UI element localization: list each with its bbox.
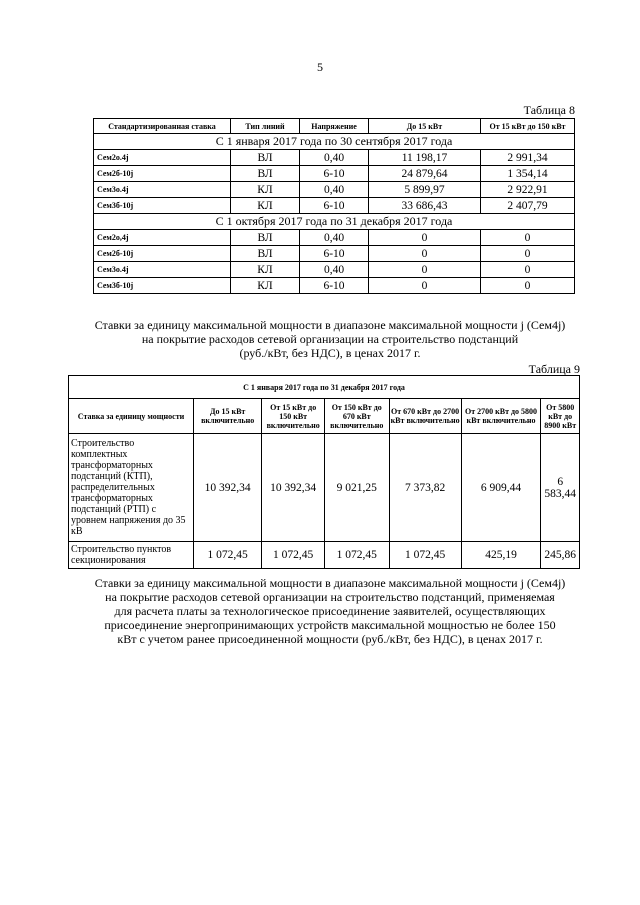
rate-to-15kw: 24 879,64	[369, 166, 481, 182]
table9-header: От 15 кВт до 150 кВт включительно	[262, 399, 325, 434]
table9-header: До 15 кВт включительно	[194, 399, 262, 434]
voltage: 0,40	[300, 230, 369, 246]
line-type: КЛ	[231, 198, 300, 214]
table9-header: От 150 кВт до 670 кВт включительно	[324, 399, 389, 434]
rate-value: 9 021,25	[324, 434, 389, 542]
voltage: 6-10	[300, 198, 369, 214]
rate-to-15kw: 11 198,17	[369, 150, 481, 166]
table-row	[69, 542, 580, 569]
rate-code: Сем2о,4j	[94, 230, 231, 246]
table8-header: Стандартизированная ставка	[94, 119, 231, 134]
table-row	[94, 182, 575, 198]
table8-header: Напряжение	[300, 119, 369, 134]
rate-value: 7 373,82	[389, 434, 461, 542]
rate-value: 10 392,34	[194, 434, 262, 542]
rate-value: 10 392,34	[262, 434, 325, 542]
rate-item: Строительство пунктов секционирования	[69, 542, 194, 569]
heading-rates-small-capacity	[40, 576, 620, 646]
table9-header: От 2700 кВт до 5800 кВт включительно	[461, 399, 541, 434]
heading-line: Ставки за единицу максимальной мощности в диапазоне максимальной мощности j (Сем4j)	[94, 318, 566, 332]
table9-caption: Таблица 9	[528, 362, 580, 376]
rate-code: Сем2о.4j	[94, 150, 231, 166]
table8-caption: Таблица 8	[523, 103, 575, 117]
table9-header: От 670 кВт до 2700 кВт включительно	[389, 399, 461, 434]
rate-value: 1 072,45	[194, 542, 262, 569]
heading-line: на покрытие расходов сетевой организации на строительство подстанций	[141, 332, 519, 346]
table8-period-2: С 1 октября 2017 года по 31 декабря 2017 года	[94, 214, 575, 230]
rate-code: Сем3о.4j	[94, 182, 231, 198]
table-row	[94, 230, 575, 246]
table8-header-row	[94, 119, 575, 134]
line-type: КЛ	[231, 182, 300, 198]
heading-line: Ставки за единицу максимальной мощности в диапазоне максимальной мощности j (Сем4j)	[94, 576, 566, 590]
table-row	[94, 198, 575, 214]
line-type: ВЛ	[231, 230, 300, 246]
voltage: 0,40	[300, 150, 369, 166]
line-type: ВЛ	[231, 150, 300, 166]
rate-value: 1 072,45	[324, 542, 389, 569]
rate-code: Сем2б-10j	[94, 166, 231, 182]
voltage: 0,40	[300, 182, 369, 198]
table8	[93, 118, 575, 294]
line-type: КЛ	[231, 262, 300, 278]
rate-value: 1 072,45	[389, 542, 461, 569]
heading-line: присоединение энергопринимающих устройств максимальной мощностью не более 150	[104, 618, 556, 632]
heading-line: на покрытие расходов сетевой организации на строительство подстанций, применяемая	[105, 590, 555, 604]
table-row	[94, 246, 575, 262]
rate-value: 6 909,44	[461, 434, 541, 542]
rate-code: Сем2б-10j	[94, 246, 231, 262]
rate-to-15kw: 0	[369, 230, 481, 246]
heading-line: для расчета платы за технологическое присоединение заявителей, осуществляющих	[114, 604, 546, 618]
table9-period: С 1 января 2017 года по 31 декабря 2017 года	[69, 376, 580, 399]
rate-15-150kw: 0	[481, 278, 575, 294]
heading-rates-substations	[40, 318, 620, 360]
rate-value: 425,19	[461, 542, 541, 569]
rate-15-150kw: 0	[481, 230, 575, 246]
rate-to-15kw: 0	[369, 262, 481, 278]
table8-header: От 15 кВт до 150 кВт	[481, 119, 575, 134]
rate-value: 1 072,45	[262, 542, 325, 569]
table-row	[94, 166, 575, 182]
line-type: КЛ	[231, 278, 300, 294]
rate-code: Сем3б-10j	[94, 278, 231, 294]
voltage: 0,40	[300, 262, 369, 278]
voltage: 6-10	[300, 246, 369, 262]
table-row	[94, 150, 575, 166]
rate-code: Сем3б-10j	[94, 198, 231, 214]
rate-code: Сем3о.4j	[94, 262, 231, 278]
rate-to-15kw: 0	[369, 246, 481, 262]
rate-to-15kw: 33 686,43	[369, 198, 481, 214]
table9-header: Ставка за единицу мощности	[69, 399, 194, 434]
table-row	[94, 262, 575, 278]
rate-15-150kw: 0	[481, 262, 575, 278]
table-row	[94, 278, 575, 294]
rate-15-150kw: 0	[481, 246, 575, 262]
rate-15-150kw: 2 991,34	[481, 150, 575, 166]
voltage: 6-10	[300, 166, 369, 182]
table9-header-row	[69, 399, 580, 434]
line-type: ВЛ	[231, 166, 300, 182]
line-type: ВЛ	[231, 246, 300, 262]
table9	[68, 375, 580, 569]
table8-period-1: С 1 января 2017 года по 30 сентября 2017 года	[94, 134, 575, 150]
rate-value: 245,86	[541, 542, 580, 569]
table9-header: От 5800 кВт до 8900 кВт	[541, 399, 580, 434]
rate-15-150kw: 2 922,91	[481, 182, 575, 198]
rate-item: Строительство комплектных трансформаторных подстанций (КТП), распределительных трансформаторных подстанций (РТП) с уровнем напряжения до 35 кВ	[69, 434, 194, 542]
heading-line: (руб./кВт, без НДС), в ценах 2017 г.	[239, 346, 421, 360]
rate-15-150kw: 2 407,79	[481, 198, 575, 214]
voltage: 6-10	[300, 278, 369, 294]
rate-15-150kw: 1 354,14	[481, 166, 575, 182]
page-number: 5	[317, 60, 323, 74]
rate-to-15kw: 0	[369, 278, 481, 294]
table-row	[69, 434, 580, 542]
rate-to-15kw: 5 899,97	[369, 182, 481, 198]
table8-header: Тип линий	[231, 119, 300, 134]
rate-value: 6 583,44	[541, 434, 580, 542]
heading-line: кВт с учетом ранее присоединенной мощности (руб./кВт, без НДС), в ценах 2017 г.	[117, 632, 543, 646]
table8-header: До 15 кВт	[369, 119, 481, 134]
